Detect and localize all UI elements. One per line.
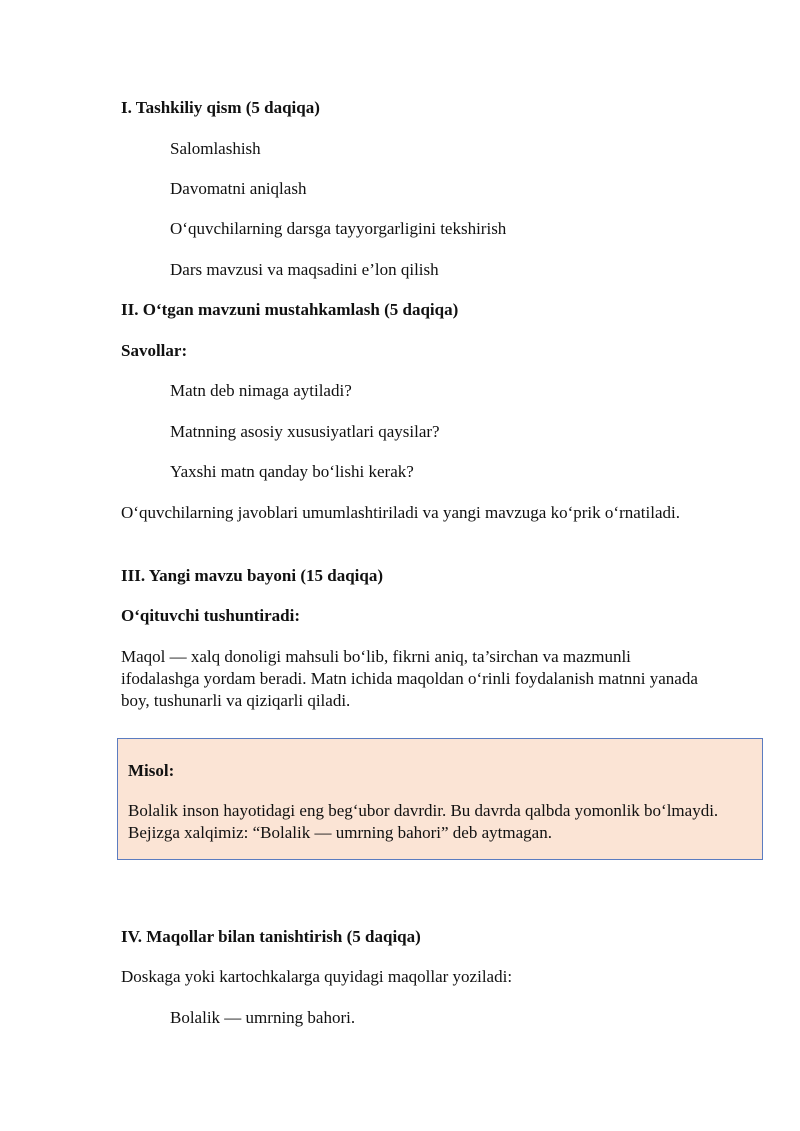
proverb-item: Bolalik — umrning bahori. <box>170 1008 356 1027</box>
questions-label: Savollar: <box>121 341 188 360</box>
section2-heading: II. O‘tgan mavzuni mustahkamlash (5 daqiqa) <box>121 300 459 319</box>
question-item: Matnning asosiy xususiyatlari qaysilar? <box>170 422 440 441</box>
section1-item: Davomatni aniqlash <box>170 179 307 198</box>
section1-heading: I. Tashkiliy qism (5 daqiqa) <box>121 98 320 117</box>
question-item: Yaxshi matn qanday bo‘lishi kerak? <box>170 462 414 481</box>
section4-intro: Doskaga yoki kartochkalarga quyidagi maqollar yoziladi: <box>121 967 513 986</box>
section3-heading: III. Yangi mavzu bayoni (15 daqiqa) <box>121 566 383 585</box>
section1-item: Salomlashish <box>170 139 261 158</box>
section2-summary: O‘quvchilarning javoblari umumlashtiriladi va yangi mavzuga ko‘prik o‘rnatiladi. <box>121 503 680 522</box>
section3-explanation: Maqol — xalq donoligi mahsuli bo‘lib, fikrni aniq, ta’sirchan va mazmunli ifodalashga yordam beradi. Matn ichida maqoldan o‘rinli foydalanish matnni yanada boy, tushunarli va qiziqarli qiladi. <box>121 647 698 710</box>
teacher-label: O‘qituvchi tushuntiradi: <box>121 606 301 625</box>
section1-item: Dars mavzusi va maqsadini e’lon qilish <box>170 260 439 279</box>
example-title: Misol: <box>128 761 175 780</box>
section1-item: O‘quvchilarning darsga tayyorgarligini tekshirish <box>170 219 507 238</box>
question-item: Matn deb nimaga aytiladi? <box>170 381 352 400</box>
example-text: Bolalik inson hayotidagi eng beg‘ubor davrdir. Bu davrda qalbda yomonlik bo‘lmaydi. Bejizga xalqimiz: “Bolalik — umrning bahori” deb aytmagan. <box>128 801 719 842</box>
example-box <box>117 738 763 860</box>
section4-heading: IV. Maqollar bilan tanishtirish (5 daqiqa) <box>121 927 421 946</box>
